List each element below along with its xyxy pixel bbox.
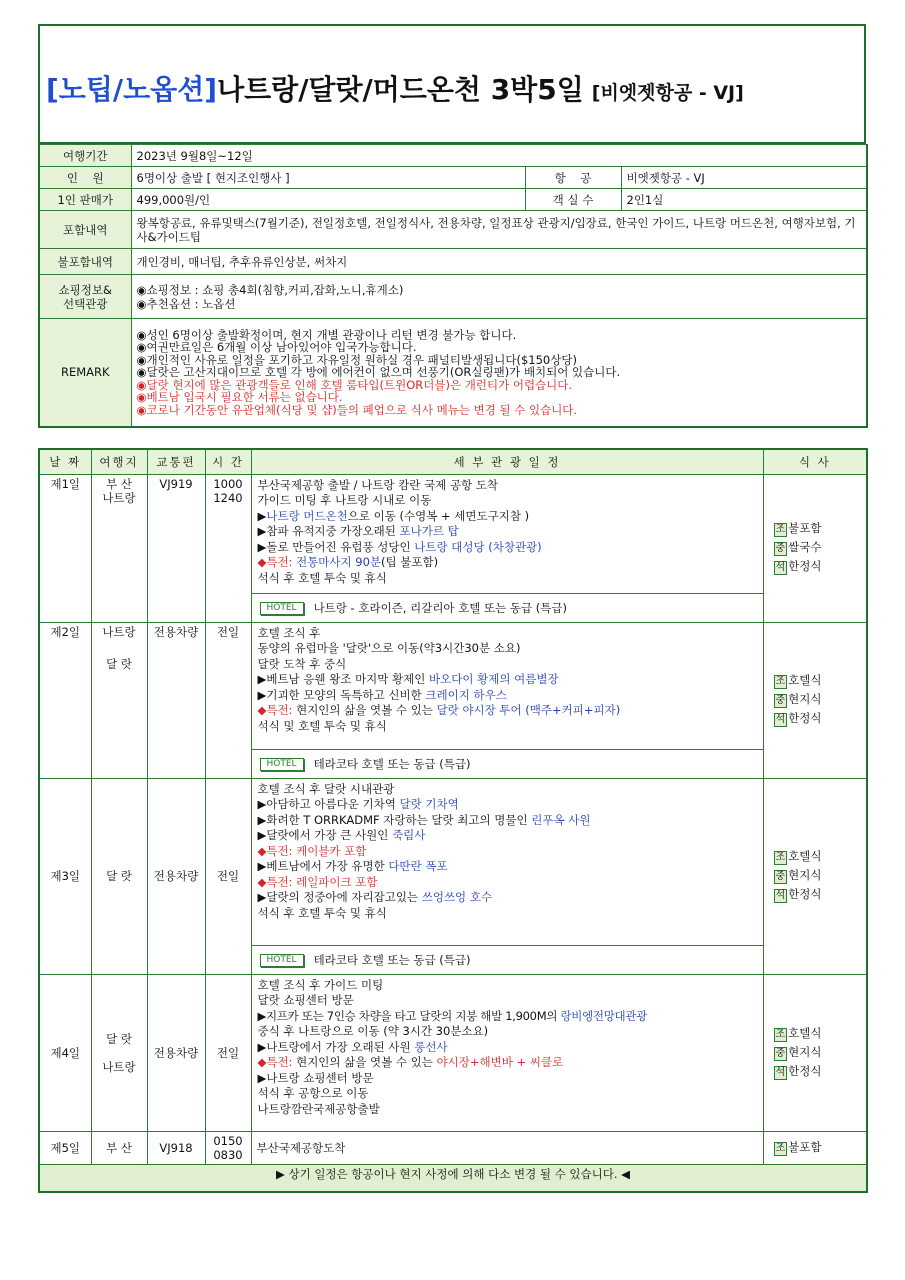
plan-line (258, 859, 757, 875)
header-plan: 세 부 관 광 일 정 (251, 449, 763, 475)
lunch-icon: 중 (775, 695, 786, 706)
place-line: 달 랏 (106, 656, 132, 671)
meal-dinner (774, 559, 862, 575)
plan-line: 석식 후 호텔 투숙 및 휴식 (257, 570, 387, 585)
plan-line (258, 540, 757, 556)
plan-line (258, 797, 757, 813)
price-value: 499,000원/인 (131, 189, 525, 211)
lunch-icon: 중 (775, 1047, 786, 1059)
remark-item: ◉개인적인 사유로 일정을 포기하고 자유일정 원하실 경우 패널티발생됩니다($150상당) (136, 352, 577, 367)
hotel-info (252, 945, 763, 974)
plan-text: ▶화려한 T ORRKADMF 자랑하는 달랏 최고의 명물인 (257, 812, 532, 827)
plan-line: 동양의 유럽마을 '달랏'으로 이동(약3시간30분 소요) (257, 641, 521, 655)
title-box (38, 24, 866, 144)
day-transport: VJ919 (147, 474, 205, 622)
air-label: 항 공 (525, 167, 621, 189)
meal-value: 호텔식 (788, 1025, 822, 1040)
title-airline: [비엣젯항공 - VJ] (591, 82, 744, 104)
plan-line: 석식 및 호텔 투숙 및 휴식 (257, 718, 387, 733)
plan-line: ▶나트랑 쇼핑센터 방문 (257, 1070, 374, 1085)
breakfast-icon: 조 (775, 852, 786, 863)
plan-text: ▶기괴한 모양의 독특하고 신비한 (257, 687, 426, 702)
day-plan (251, 778, 763, 974)
meal-breakfast (774, 1140, 862, 1156)
remark-list (131, 319, 867, 427)
period-value: 2023년 9월8일~12일 (131, 145, 867, 167)
plan-line (258, 844, 757, 860)
plan-highlight: 쓰엉쓰엉 호수 (421, 890, 493, 904)
meal-value: 한정식 (788, 1063, 822, 1078)
special-text: 야시장+해변바 + 씨클로 (436, 1055, 564, 1069)
excl-value: 개인경비, 매너팁, 추후유류인상분, 써차지 (131, 249, 867, 275)
remark-item-warning: ◉코로나 기간동안 유관업체(식당 및 샵)들의 폐업으로 식사 메뉴는 변경 될 수 있습니다. (136, 402, 578, 417)
plan-text: ▶달랏에서 가장 큰 사원인 (257, 828, 393, 842)
remark-item-warning: ◉베트남 입국시 필요한 서류는 없습니다. (136, 390, 343, 404)
meal-value: 호텔식 (788, 849, 822, 863)
plan-line (258, 828, 757, 844)
time-line: 0830 (213, 1147, 243, 1162)
hotel-name: 테라코타 호텔 또는 동급 (특급) (313, 756, 471, 771)
hotel-name: 테라코타 호텔 또는 동급 (특급) (313, 952, 471, 967)
header-time: 시 간 (205, 449, 251, 475)
incl-label: 포함내역 (39, 211, 131, 249)
day-date: 제4일 (39, 974, 91, 1131)
plan-line: 석식 후 호텔 투숙 및 휴식 (257, 905, 387, 920)
plan-line (258, 703, 757, 719)
meal-value: 현지식 (788, 692, 822, 706)
day-place: 부 산 (91, 1131, 147, 1164)
plan-line: 부산국제공항 출발 / 나트랑 캄란 국제 공항 도착 (257, 477, 499, 492)
plan-line: 호텔 조식 후 가이드 미팅 (257, 977, 384, 992)
plan-highlight: 나트랑 머드온천 (266, 508, 348, 523)
plan-text: ▶베트남에서 가장 유명한 (257, 859, 389, 873)
day-transport: VJ918 (147, 1131, 205, 1164)
day-time: 전일 (205, 778, 251, 974)
time-line: 0150 (213, 1133, 243, 1148)
plan-line: 호텔 조식 후 달랏 시내관광 (257, 781, 395, 796)
plan-text: 현지인의 삶을 엿볼 수 있는 (296, 1055, 437, 1069)
room-value: 2인1실 (621, 189, 867, 211)
day-plan (251, 474, 763, 622)
day-date: 제2일 (39, 622, 91, 778)
title-main: 나트랑/달랏/머드온천 3박5일 (217, 73, 584, 106)
plan-highlight: 랑비엥전망대관광 (560, 1008, 647, 1023)
special-label: ◆특전: (257, 1055, 297, 1069)
dinner-icon: 석 (775, 714, 786, 725)
meal-dinner (774, 1064, 862, 1080)
day-plan: 부산국제공항도착 (251, 1131, 763, 1164)
day-time: 전일 (205, 622, 251, 778)
day-time: 전일 (205, 974, 251, 1131)
meal-value: 쌀국수 (788, 540, 822, 554)
breakfast-icon: 조 (775, 1142, 786, 1154)
day-time (205, 474, 251, 622)
place-line: 나트랑 (102, 624, 136, 639)
remark-item: ◉달랏은 고산지대이므로 호텔 각 방에 에어컨이 없으며 선풍기(OR실링팬)가 배치되어 있습니다. (136, 365, 621, 379)
special-text: 케이블카 포함 (296, 843, 367, 858)
remark-label: REMARK (39, 319, 131, 427)
day-meals (763, 622, 867, 778)
footer-notice: ▶ 상기 일정은 항공이나 현지 사정에 의해 다소 변경 될 수 있습니다. ◀ (39, 1164, 867, 1192)
remark-item-warning: ◉달랏 현지에 많은 관광객들로 인해 호텔 룸타입(트윈OR더블)은 개런티가 어렵습니다. (136, 377, 573, 392)
schedule-table (38, 448, 868, 1193)
day-transport: 전용차량 (147, 974, 205, 1131)
price-label: 1인 판매가 (39, 189, 131, 211)
header-date: 날 짜 (39, 449, 91, 475)
plan-text: ▶나트랑에서 가장 오래된 사원 (257, 1039, 415, 1054)
dinner-icon: 석 (775, 1066, 786, 1078)
special-label: ◆특전: (257, 703, 297, 717)
meal-value: 불포함 (788, 521, 822, 535)
plan-text: ▶달랏의 정중아에 자리잡고있는 (257, 890, 422, 904)
plan-highlight: 바오다이 황제의 여름별장 (429, 672, 559, 686)
meal-dinner (774, 887, 862, 903)
plan-text: 현지인의 삶을 엿볼 수 있는 (296, 703, 437, 717)
day-meals (763, 974, 867, 1131)
day-transport: 전용차량 (147, 778, 205, 974)
day-meals (763, 778, 867, 974)
plan-highlight: 롱선사 (414, 1039, 448, 1054)
room-label: 객 실 수 (525, 189, 621, 211)
plan-highlight: 다딴란 폭포 (388, 859, 448, 873)
day-place (91, 622, 147, 778)
page-title (46, 68, 744, 108)
plan-highlight: 죽림사 (392, 828, 426, 842)
plan-highlight: 크레이지 하우스 (425, 687, 507, 702)
period-label: 여행기간 (39, 145, 131, 167)
day-time (205, 1131, 251, 1164)
itinerary-sheet (38, 24, 866, 1193)
info-table (38, 144, 868, 428)
meal-value: 한정식 (788, 559, 822, 573)
plan-line: 중식 후 나트랑으로 이동 (약 3시간 30분소요) (257, 1024, 489, 1038)
day-meals (763, 474, 867, 622)
plan-line: 호텔 조식 후 (257, 625, 321, 640)
lunch-icon: 중 (775, 543, 786, 554)
plan-highlight: 포나가르 탑 (399, 524, 459, 538)
plan-text: ▶참파 유적지중 가장오래된 (257, 524, 400, 538)
title-prefix: [노팁/노옵션] (46, 73, 218, 106)
people-value: 6명이상 출발 [ 현지조인행사 ] (131, 167, 525, 189)
day-date: 제3일 (39, 778, 91, 974)
plan-text: ▶베트남 응웬 왕조 마지막 황제인 (257, 672, 430, 686)
day-date: 제1일 (39, 474, 91, 622)
meal-dinner (774, 711, 862, 727)
meal-breakfast (774, 1026, 862, 1042)
day-row-4 (39, 974, 867, 1131)
hotel-icon: HOTEL (260, 954, 304, 967)
remark-item: ◉성인 6명이상 출발확정이며, 현지 개별 관광이나 리턴 변경 불가능 합니다. (136, 327, 517, 342)
meal-breakfast (774, 849, 862, 865)
remark-item: ◉여권만료일은 6개월 이상 남아있어야 입국가능합니다. (136, 340, 417, 354)
meal-value: 현지식 (788, 1044, 822, 1059)
header-transport: 교통편 (147, 449, 205, 475)
day-plan (251, 622, 763, 778)
plan-line: 달랏 쇼핑센터 방문 (257, 993, 354, 1007)
header-meal: 식 사 (763, 449, 867, 475)
shop-label (39, 275, 131, 319)
meal-value: 한정식 (788, 887, 822, 901)
day-plan (251, 974, 763, 1131)
plan-text: ▶ (257, 508, 267, 523)
meal-lunch (774, 1045, 862, 1061)
meal-lunch (774, 540, 862, 556)
shop-label-line2: 선택관광 (63, 296, 108, 311)
plan-highlight: 전통마사지 90분 (296, 555, 382, 569)
special-label: ◆특전: (257, 843, 297, 858)
day-place: 달 랏 (91, 778, 147, 974)
plan-line (258, 688, 757, 704)
day-row-5 (39, 1131, 867, 1164)
hotel-info (252, 749, 763, 778)
plan-text: ▶아담하고 아름다운 기차역 (257, 797, 400, 811)
place-line: 부 산 (106, 476, 132, 491)
plan-highlight: 나트랑 대성당 (차창관광) (414, 539, 542, 554)
plan-line (258, 555, 757, 571)
plan-line: 나트랑깜란국제공항출발 (257, 1101, 380, 1116)
dinner-icon: 석 (775, 562, 786, 573)
day-date: 제5일 (39, 1131, 91, 1164)
hotel-icon: HOTEL (260, 758, 304, 771)
shop-label-line1: 쇼핑정보& (58, 282, 112, 297)
plan-highlight: 린푸옥 사원 (531, 812, 591, 827)
day-place (91, 474, 147, 622)
plan-line (258, 1009, 757, 1025)
plan-line (258, 875, 757, 891)
day-row-2 (39, 622, 867, 778)
shop-info (131, 275, 867, 319)
meal-value: 호텔식 (788, 673, 822, 687)
meal-breakfast (774, 521, 862, 537)
plan-highlight: 달랏 야시장 투어 (맥주+커피+피자) (436, 703, 621, 717)
day-place (91, 974, 147, 1131)
place-line: 나트랑 (102, 1059, 136, 1074)
plan-line (258, 813, 757, 829)
day-transport: 전용차량 (147, 622, 205, 778)
meal-lunch (774, 868, 862, 884)
plan-line (258, 672, 757, 688)
shop-line2: ◉추천옵션 : 노옵션 (136, 296, 236, 311)
meal-value: 한정식 (788, 711, 822, 725)
plan-line: 달랏 도착 후 중식 (257, 656, 347, 671)
meal-value: 불포함 (788, 1139, 822, 1154)
incl-value: 왕복항공료, 유류및택스(7월기준), 전일정호텔, 전일정식사, 전용차량, 일정표상 관광지/입장료, 한국인 가이드, 나트랑 머드온천, 여행자보험, 기사&가이드팁 (131, 211, 867, 249)
plan-line: 석식 후 공항으로 이동 (257, 1086, 369, 1100)
day-meals (763, 1131, 867, 1164)
special-label: ◆특전: (257, 874, 297, 889)
excl-label: 불포함내역 (39, 249, 131, 275)
lunch-icon: 중 (775, 871, 786, 882)
time-line: 1000 (213, 476, 243, 491)
plan-text: ▶지프카 또는 7인승 차량을 타고 달랏의 지붕 해발 1,900M의 (257, 1008, 561, 1023)
time-line: 1240 (213, 490, 243, 505)
plan-line (258, 890, 757, 906)
meal-lunch (774, 692, 862, 708)
plan-text: (팁 불포함) (381, 555, 439, 569)
dinner-icon: 석 (775, 890, 786, 901)
special-text: 레일파이크 포함 (296, 874, 378, 889)
hotel-icon: HOTEL (260, 602, 304, 615)
plan-line (258, 509, 757, 525)
hotel-name: 나트랑 - 호라이즌, 리갈리아 호텔 또는 동급 (특급) (313, 600, 567, 615)
day-row-1 (39, 474, 867, 622)
people-label: 인 원 (39, 167, 131, 189)
day-row-3 (39, 778, 867, 974)
plan-text: 으로 이동 (수영복 + 세면도구지참 ) (347, 508, 530, 523)
plan-line (258, 1040, 757, 1056)
breakfast-icon: 조 (775, 676, 786, 687)
hotel-info (252, 593, 763, 622)
breakfast-icon: 조 (775, 524, 786, 535)
breakfast-icon: 조 (775, 1028, 786, 1040)
header-place: 여행지 (91, 449, 147, 475)
plan-text: ▶돌로 만들어진 유럽풍 성당인 (257, 539, 415, 554)
shop-line1: ◉쇼핑정보 : 쇼핑 총4회(침향,커피,잡화,노니,휴게소) (136, 282, 404, 297)
place-line: 나트랑 (102, 490, 136, 505)
plan-line (258, 1055, 757, 1071)
plan-highlight: 달랏 기차역 (399, 797, 459, 811)
plan-line: 가이드 미팅 후 나트랑 시내로 이동 (257, 493, 432, 507)
meal-value: 현지식 (788, 868, 822, 882)
meal-breakfast (774, 673, 862, 689)
place-line: 달 랏 (106, 1031, 132, 1046)
special-label: ◆특전: (257, 555, 297, 569)
plan-line (258, 524, 757, 540)
air-value: 비엣젯항공 - VJ (621, 167, 867, 189)
